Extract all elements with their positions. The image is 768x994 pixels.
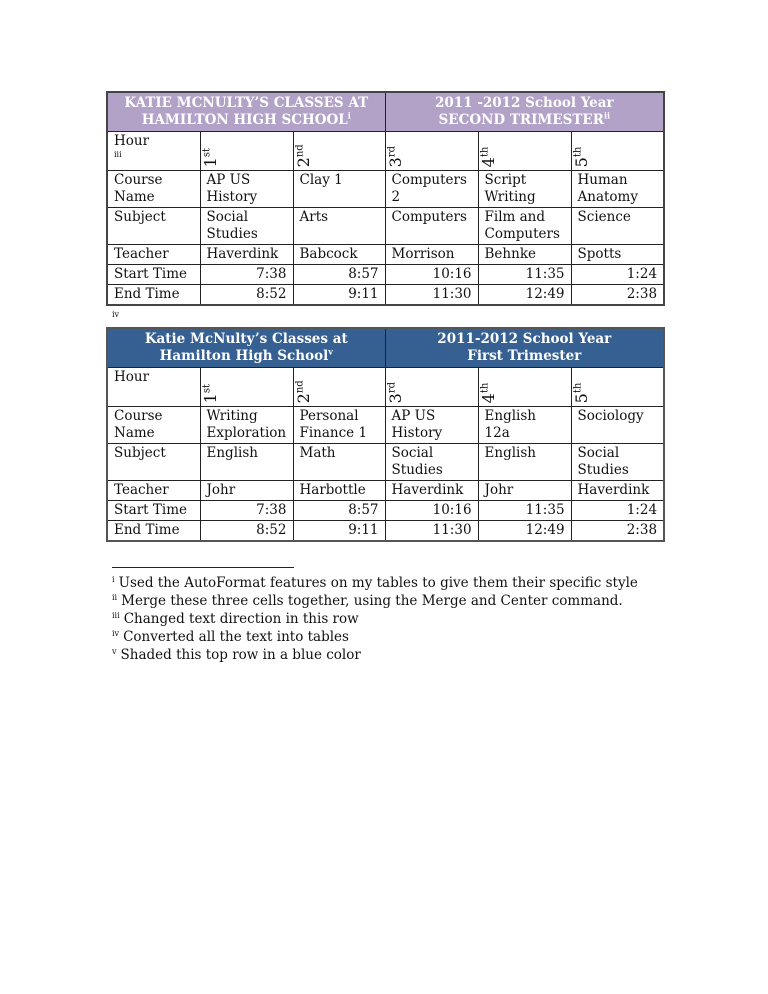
subject-cell: Social Studies xyxy=(385,444,478,481)
course-label: Course Name xyxy=(107,171,200,208)
course-cell: Writing Exploration xyxy=(200,407,293,444)
hour-cell: 2nd xyxy=(293,368,385,407)
course-cell: Computers 2 xyxy=(385,171,478,208)
start-time-cell: 1:24 xyxy=(571,265,664,285)
start-time-cell: 11:35 xyxy=(478,501,571,521)
subject-cell: English xyxy=(478,444,571,481)
hour-row xyxy=(107,132,664,171)
teacher-cell: Haverdink xyxy=(571,481,664,501)
subject-cell: Math xyxy=(293,444,385,481)
start-time-label: Start Time xyxy=(107,265,200,285)
start-time-cell: 7:38 xyxy=(200,265,293,285)
footnote-marker-iv: iv xyxy=(112,310,120,319)
start-time-cell: 7:38 xyxy=(200,501,293,521)
first-trimester-table xyxy=(106,327,665,542)
subject-cell: English xyxy=(200,444,293,481)
table-header-row xyxy=(107,92,664,132)
end-time-cell: 11:30 xyxy=(385,521,478,542)
hour-cell: 1st xyxy=(200,368,293,407)
footnote-separator xyxy=(112,567,294,568)
footnotes xyxy=(112,574,638,664)
teacher-row xyxy=(107,481,664,501)
table-title-right: 2011 -2012 School Year SECOND TRIMESTER$^{ii}$ xyxy=(385,92,664,132)
course-cell: Sociology xyxy=(571,407,664,444)
footnote-item: $^{ii}$ Merge these three cells together, using the Merge and Center command. xyxy=(112,592,623,609)
hour-label: Hour iii xyxy=(107,132,200,171)
end-time-label: End Time xyxy=(107,521,200,542)
teacher-label: Teacher xyxy=(107,481,200,501)
hour-cell: 5th xyxy=(571,368,664,407)
start-time-cell: 10:16 xyxy=(385,265,478,285)
footnote-item: $^i$ Used the AutoFormat features on my tables to give them their specific style xyxy=(112,574,638,591)
teacher-cell: Haverdink xyxy=(385,481,478,501)
teacher-cell: Johr xyxy=(478,481,571,501)
end-time-cell: 2:38 xyxy=(571,521,664,542)
subject-cell: Arts xyxy=(293,208,385,245)
end-time-cell: 9:11 xyxy=(293,521,385,542)
course-cell: AP US History xyxy=(200,171,293,208)
teacher-row xyxy=(107,245,664,265)
hour-label: Hour xyxy=(107,368,200,407)
table-title-right: 2011-2012 School Year First Trimester xyxy=(385,328,664,368)
hour-cell: 5th xyxy=(571,132,664,171)
hour-cell: 3rd xyxy=(385,368,478,407)
subject-cell: Film and Computers xyxy=(478,208,571,245)
end-time-cell: 2:38 xyxy=(571,285,664,306)
start-time-cell: 8:57 xyxy=(293,501,385,521)
end-time-row xyxy=(107,285,664,306)
subject-row xyxy=(107,208,664,245)
hour-cell: 4th xyxy=(478,132,571,171)
course-cell: Human Anatomy xyxy=(571,171,664,208)
end-time-label: End Time xyxy=(107,285,200,306)
hour-cell: 3rd xyxy=(385,132,478,171)
course-row xyxy=(107,407,664,444)
subject-label: Subject xyxy=(107,208,200,245)
end-time-cell: 8:52 xyxy=(200,521,293,542)
start-time-cell: 11:35 xyxy=(478,265,571,285)
course-row xyxy=(107,171,664,208)
second-trimester-table xyxy=(106,91,665,306)
footnote-item: $^{iv}$ Converted all the text into tables xyxy=(112,628,349,645)
hour-cell: 2nd xyxy=(293,132,385,171)
subject-cell: Computers xyxy=(385,208,478,245)
course-cell: Script Writing xyxy=(478,171,571,208)
start-time-cell: 1:24 xyxy=(571,501,664,521)
subject-cell: Social Studies xyxy=(571,444,664,481)
end-time-cell: 8:52 xyxy=(200,285,293,306)
teacher-cell: Spotts xyxy=(571,245,664,265)
hour-cell: 4th xyxy=(478,368,571,407)
table-title-left: Katie McNulty’s Classes at Hamilton High School$^v$ xyxy=(107,328,385,368)
footnote-item: $^v$ Shaded this top row in a blue color xyxy=(112,646,361,663)
teacher-cell: Haverdink xyxy=(200,245,293,265)
end-time-cell: 11:30 xyxy=(385,285,478,306)
course-label: Course Name xyxy=(107,407,200,444)
teacher-cell: Babcock xyxy=(293,245,385,265)
teacher-label: Teacher xyxy=(107,245,200,265)
teacher-cell: Harbottle xyxy=(293,481,385,501)
course-cell: English 12a xyxy=(478,407,571,444)
teacher-cell: Johr xyxy=(200,481,293,501)
start-time-cell: 8:57 xyxy=(293,265,385,285)
teacher-cell: Morrison xyxy=(385,245,478,265)
subject-cell: Science xyxy=(571,208,664,245)
table-title-left: KATIE MCNULTY’S CLASSES AT HAMILTON HIGH SCHOOL$^i$ xyxy=(107,92,385,132)
start-time-label: Start Time xyxy=(107,501,200,521)
start-time-row xyxy=(107,501,664,521)
teacher-cell: Behnke xyxy=(478,245,571,265)
subject-label: Subject xyxy=(107,444,200,481)
subject-cell: Social Studies xyxy=(200,208,293,245)
course-cell: AP US History xyxy=(385,407,478,444)
end-time-row xyxy=(107,521,664,542)
course-cell: Personal Finance 1 xyxy=(293,407,385,444)
start-time-cell: 10:16 xyxy=(385,501,478,521)
hour-row xyxy=(107,368,664,407)
end-time-cell: 9:11 xyxy=(293,285,385,306)
start-time-row xyxy=(107,265,664,285)
subject-row xyxy=(107,444,664,481)
table-header-row xyxy=(107,328,664,368)
end-time-cell: 12:49 xyxy=(478,521,571,542)
end-time-cell: 12:49 xyxy=(478,285,571,306)
footnote-item: $^{iii}$ Changed text direction in this row xyxy=(112,610,359,627)
hour-cell: 1st xyxy=(200,132,293,171)
course-cell: Clay 1 xyxy=(293,171,385,208)
